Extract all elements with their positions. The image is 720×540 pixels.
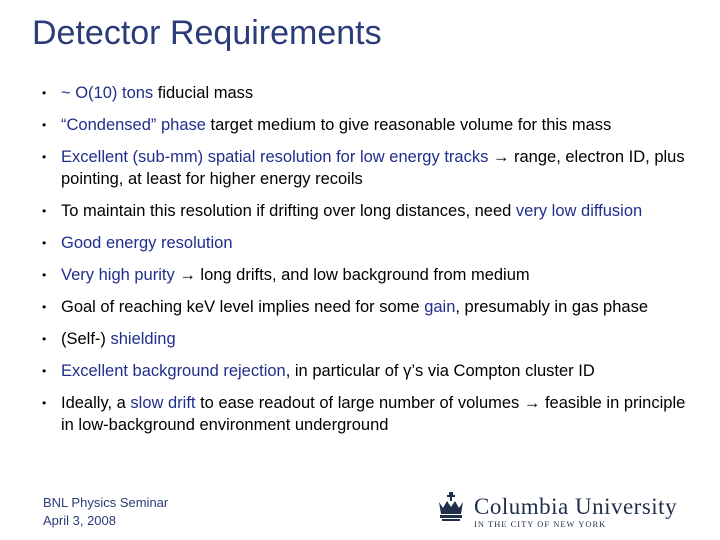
footer xyxy=(43,494,168,530)
highlighted-text: slow drift xyxy=(130,394,196,412)
highlighted-text: ~ O(10) tons xyxy=(61,84,154,102)
bullet-text: fiducial mass xyxy=(153,84,254,102)
bullet-dot: • xyxy=(42,118,47,132)
footer-line-1: BNL Physics Seminar xyxy=(43,495,169,510)
bullet-text: , in particular of γ’s via Compton cluster ID xyxy=(285,362,595,380)
bullet-dot: • xyxy=(42,86,47,100)
bullet-dot: • xyxy=(42,236,47,250)
bullet-item xyxy=(42,200,692,222)
bullet-item xyxy=(42,82,692,104)
bullet-text: target medium to give reasonable volume for this mass xyxy=(205,116,612,134)
bullet-text: → range, electron ID, plus pointing, at least for higher energy recoils xyxy=(61,148,685,188)
university-subtitle: IN THE CITY OF NEW YORK xyxy=(474,519,607,529)
footer-line-2: April 3, 2008 xyxy=(43,513,116,528)
bullet-item xyxy=(42,328,692,350)
bullet-item xyxy=(42,296,692,318)
highlighted-text: Excellent (sub-mm) spatial resolution for low energy tracks xyxy=(61,148,489,166)
highlighted-text: Excellent background rejection xyxy=(61,362,286,380)
bullet-dot: • xyxy=(42,268,47,282)
bullet-text: to ease readout of large number of volumes → feasible in principle in low-background environment underground xyxy=(61,394,686,434)
highlighted-text: gain xyxy=(424,298,456,316)
bullet-dot: • xyxy=(42,204,47,218)
bullet-dot: • xyxy=(42,396,47,410)
bullet-item xyxy=(42,392,692,436)
crown-icon xyxy=(436,492,466,522)
highlighted-text: “Condensed” phase xyxy=(61,116,206,134)
bullet-item xyxy=(42,146,692,190)
highlighted-text: shielding xyxy=(110,330,176,348)
bullet-text: → long drifts, and low background from medium xyxy=(174,266,530,284)
bullet-item xyxy=(42,232,692,254)
highlighted-text: Good energy resolution xyxy=(61,234,233,252)
highlighted-text: very low diffusion xyxy=(515,202,643,220)
slide-title: Detector Requirements xyxy=(32,14,382,52)
bullet-text: , presumably in gas phase xyxy=(455,298,649,316)
bullet-dot: • xyxy=(42,300,47,314)
bullet-list xyxy=(42,82,692,446)
bullet-item xyxy=(42,114,692,136)
bullet-text: Goal of reaching keV level implies need for some xyxy=(61,298,425,316)
bullet-text: (Self-) xyxy=(61,330,111,348)
bullet-text: To maintain this resolution if drifting over long distances, need xyxy=(61,202,516,220)
university-logo xyxy=(436,490,686,530)
highlighted-text: Very high purity xyxy=(61,266,175,284)
bullet-text: Ideally, a xyxy=(61,394,131,412)
bullet-item xyxy=(42,360,692,382)
bullet-item xyxy=(42,264,692,286)
bullet-dot: • xyxy=(42,364,47,378)
university-name: Columbia University xyxy=(474,494,678,519)
bullet-dot: • xyxy=(42,332,47,346)
bullet-dot: • xyxy=(42,150,47,164)
